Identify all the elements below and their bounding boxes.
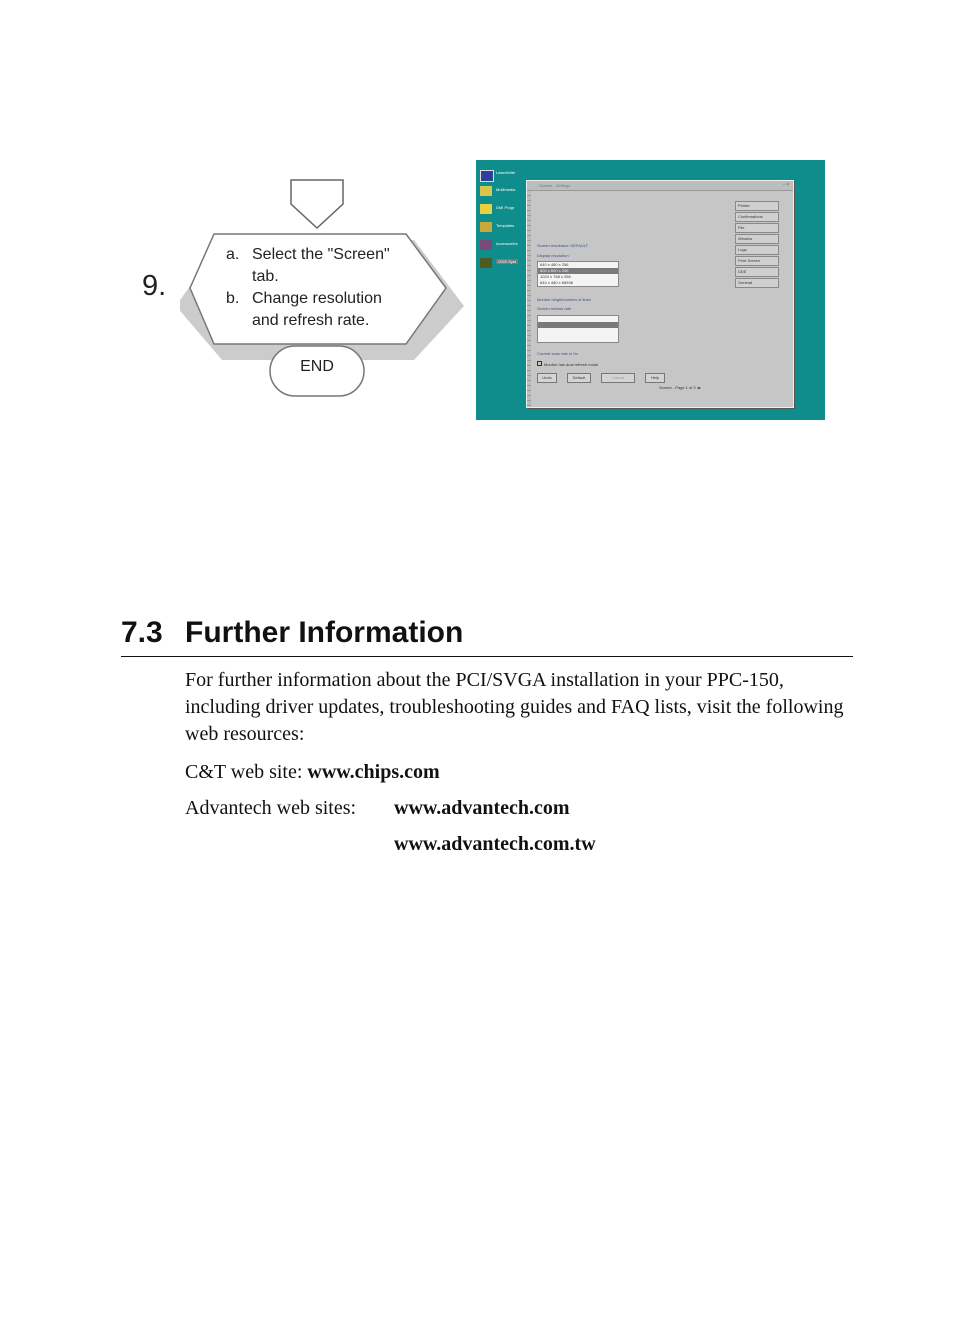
multimedia-icon [480,186,492,196]
desktop-icon-label: Accessories [496,241,518,246]
monitor-label: Monitor height/number of lines [537,297,591,302]
os2-system-icon [480,258,492,268]
instruction-label: a. [226,246,240,263]
undo-button[interactable]: Undo [537,373,557,383]
tab-dde[interactable]: DDE [735,267,779,277]
display-resolution-label: Display resolution [537,253,569,258]
instruction-text: Change resolution and refresh rate. [252,290,382,329]
end-label: END [300,358,334,375]
desktop-icon-label: LaserWrite [496,170,516,175]
tab-print-screen[interactable]: Print Screen [735,256,779,266]
window-title: System - Settings [527,181,793,191]
window-controls-icon[interactable]: ▫ × [782,182,789,188]
resolution-option[interactable]: 1024 x 768 x 256 [540,274,571,279]
section-heading [121,616,463,650]
ct-website-line [185,761,440,784]
page-status [659,385,701,390]
instruction-a [226,244,436,288]
notebook-binding [527,191,531,407]
advantech-tw-url-link[interactable]: www.advantech.com.tw [394,833,596,855]
checkbox-label: Monitor has dual refresh mode [544,362,599,367]
ct-url-link[interactable]: www.chips.com [307,761,440,783]
desktop-icon-label: OS/2 Syst [498,259,517,264]
resolution-option[interactable]: 640 x 480 x 65536 [540,280,573,285]
page-status-text: Screen - Page 1 of 2 [659,385,696,390]
instruction-b [226,288,436,332]
cancel-button[interactable]: Cancel [601,373,635,383]
help-button[interactable]: Help [645,373,665,383]
instruction-label: b. [226,290,240,307]
current-scan-label: Current scan rate in Hz [537,351,579,356]
step-number: 9. [142,270,167,302]
advantech-url-link[interactable]: www.advantech.com [394,797,570,819]
ct-label: C&T web site: [185,761,303,783]
heading-rule [121,656,853,657]
step-instructions [226,244,436,332]
advantech-label: Advantech web sites: [185,797,357,819]
instruction-text: Select the "Screen" tab. [252,246,390,285]
desktop-icon-label: Templates [496,223,515,228]
tab-general[interactable]: General [735,278,779,288]
desktop-icon-label: DMI Progr [496,205,515,210]
accessories-icon [480,240,492,250]
intro-paragraph: For further information about the PCI/SVGA installation in your PPC-150, including driver updates, troubleshooting guides and FAQ lists, visit the following web resources: [185,669,844,745]
desktop-icon-label: Multimedia [496,187,516,192]
templates-icon [480,222,492,232]
tab-confirmations[interactable]: Confirmations [735,212,779,222]
resolution-listbox[interactable] [537,261,619,287]
default-button[interactable]: Default [567,373,591,383]
folder-icon [480,204,492,214]
checkbox-icon[interactable] [537,361,542,366]
resolution-option[interactable]: 640 x 480 x 256 [540,262,569,267]
tab-window[interactable]: Window [735,234,779,244]
dual-refresh-checkbox[interactable] [537,361,598,367]
screen-resolution-label: Screen resolution: DEFAULT [537,243,589,248]
refresh-option-selected[interactable] [538,322,618,328]
os2-settings-screenshot [476,160,825,420]
laserwrite-icon [480,170,494,182]
page-arrows-icon[interactable]: ◂▸ [696,385,701,390]
tab-file[interactable]: File [735,223,779,233]
off-page-connector [291,180,343,228]
tab-printer[interactable]: Printer [735,201,779,211]
resolution-option-selected[interactable]: 800 x 600 x 256 [538,268,618,274]
refresh-rate-label: Screen refresh rate [537,306,572,311]
settings-window [526,180,794,408]
refresh-rate-listbox[interactable] [537,315,619,343]
tab-logo[interactable]: Logo [735,245,779,255]
section-number: 7.3 [121,616,163,649]
section-title: Further Information [185,616,464,649]
